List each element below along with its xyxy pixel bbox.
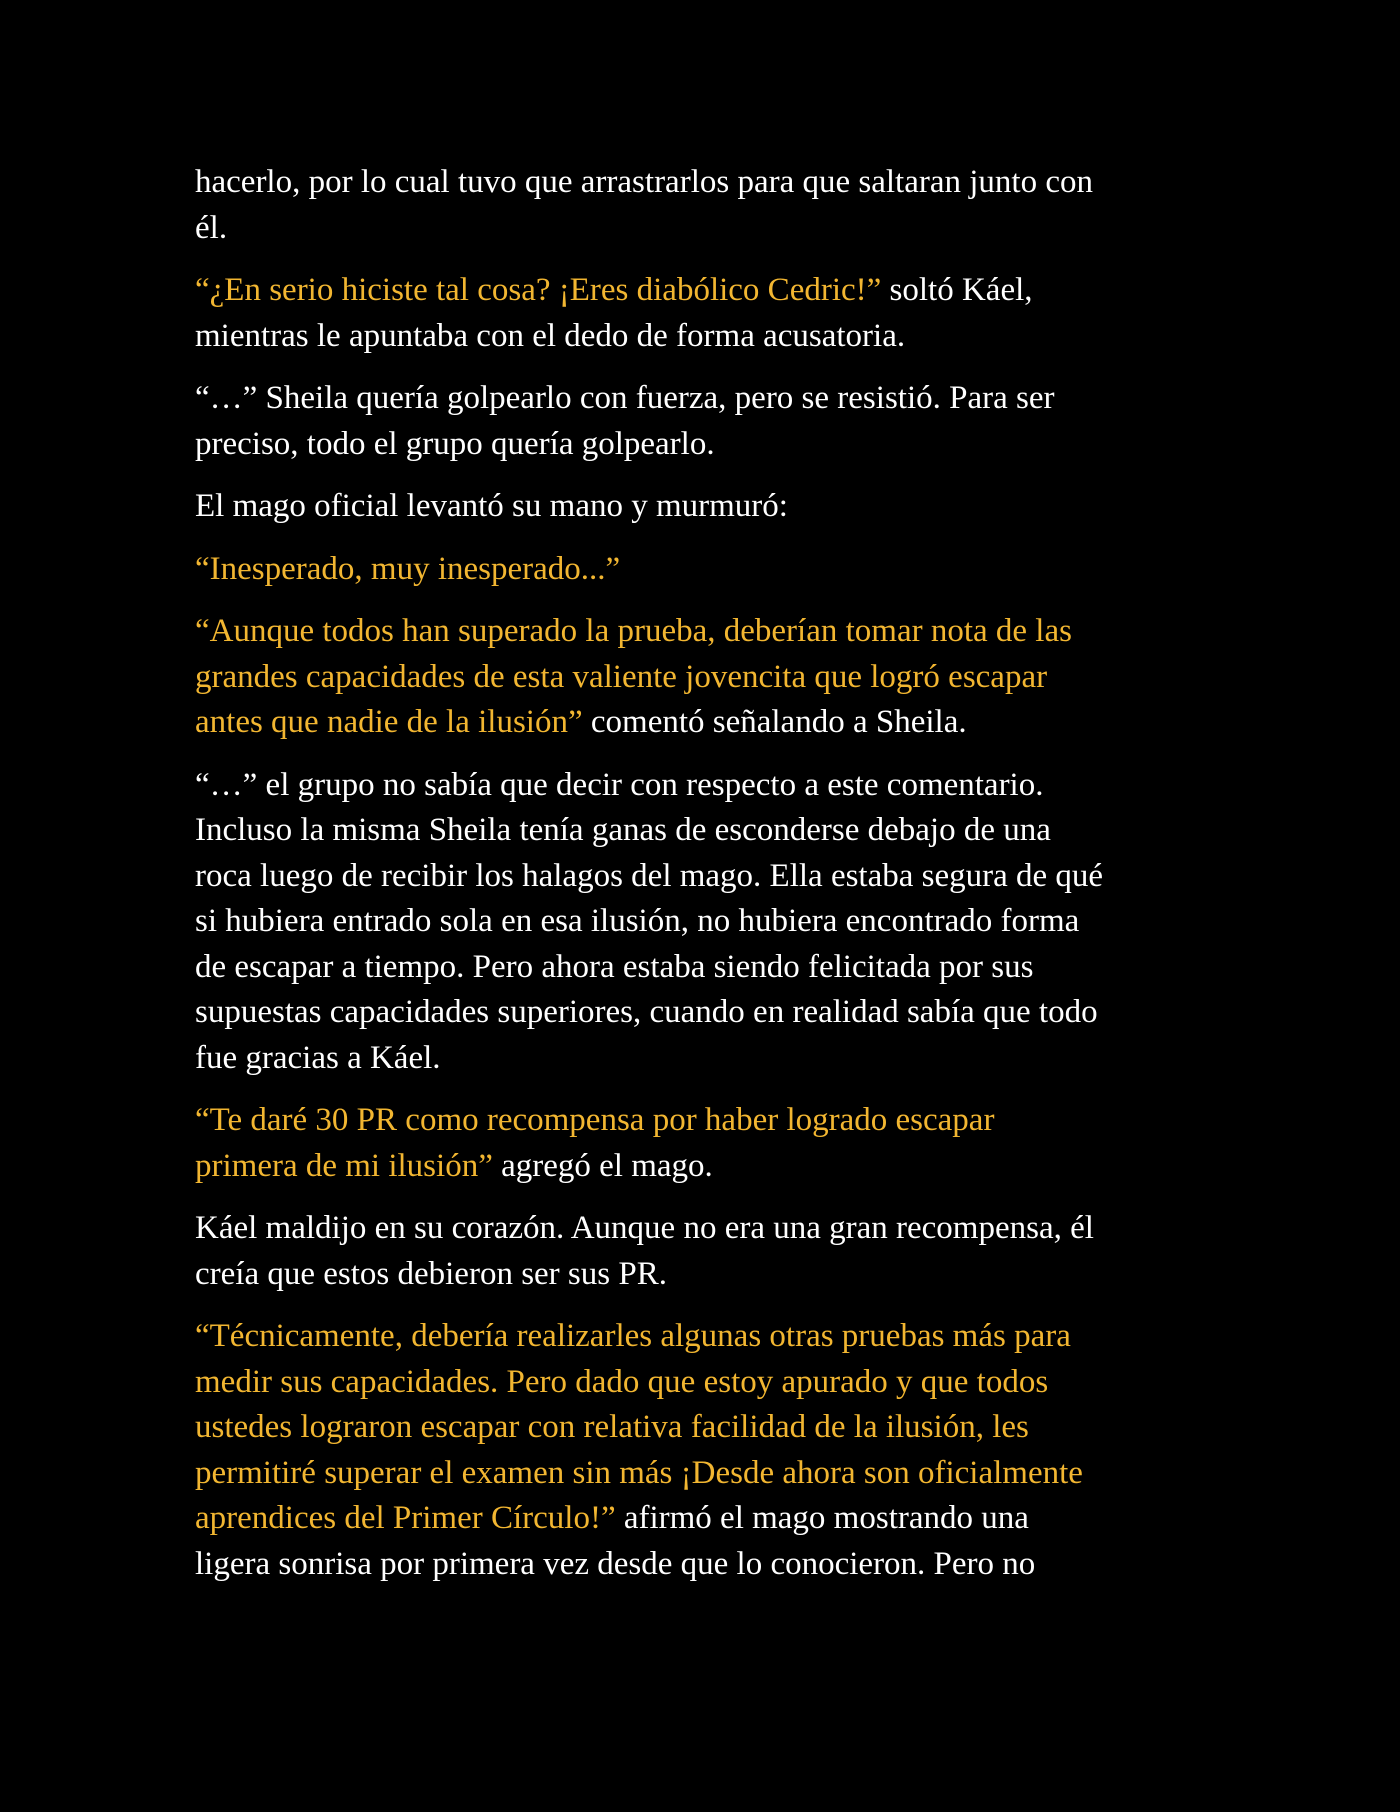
- dialogue-text: “Aunque todos han superado la prueba, deberían tomar nota de las: [195, 613, 1072, 649]
- text-line: [195, 1542, 1215, 1588]
- narration-text: ligera sonrisa por primera vez desde que lo conocieron. Pero no: [195, 1545, 1036, 1582]
- book-page-text: [195, 160, 1215, 1604]
- narration-text: Káel maldijo en su corazón. Aunque no era una gran recompensa, él: [195, 1210, 1094, 1246]
- paragraph: [195, 268, 1215, 359]
- text-line: [195, 655, 1215, 701]
- text-line: [195, 899, 1215, 945]
- paragraph: [195, 160, 1215, 251]
- text-line: [195, 1098, 1215, 1144]
- text-line: [195, 1451, 1215, 1497]
- text-line: [195, 484, 1215, 530]
- paragraph: [195, 484, 1215, 530]
- narration-text: de escapar a tiempo. Pero ahora estaba siendo felicitada por sus: [195, 948, 1034, 985]
- paragraph: [195, 1206, 1215, 1297]
- text-line: [195, 1206, 1215, 1252]
- narration-text: roca luego de recibir los halagos del mago. Ella estaba segura de qué: [195, 857, 1104, 894]
- dialogue-text: medir sus capacidades. Pero dado que estoy apurado y que todos: [195, 1363, 1049, 1400]
- narration-text: creía que estos debieron ser sus PR.: [195, 1255, 667, 1292]
- text-line: [195, 160, 1215, 206]
- dialogue-text: “Inesperado, muy inesperado...”: [195, 550, 621, 587]
- text-line: [195, 763, 1215, 809]
- narration-text: “…” Sheila quería golpearlo con fuerza, pero se resistió. Para ser: [195, 380, 1055, 416]
- text-line: [195, 422, 1215, 468]
- paragraph: [195, 547, 1215, 593]
- narration-text: Incluso la misma Sheila tenía ganas de esconderse debajo de una: [195, 812, 1051, 848]
- paragraph: [195, 1314, 1215, 1587]
- dialogue-text: primera de mi ilusión”: [195, 1147, 493, 1184]
- narration-text: él.: [195, 209, 228, 246]
- text-line: [195, 1144, 1215, 1190]
- text-line: [195, 990, 1215, 1036]
- dialogue-text: grandes capacidades de esta valiente jovencita que logró escapar: [195, 658, 1048, 695]
- text-line: [195, 808, 1215, 854]
- text-line: [195, 609, 1215, 655]
- narration-text: si hubiera entrado sola en esa ilusión, no hubiera encontrado forma: [195, 903, 1080, 939]
- dialogue-text: ustedes lograron escapar con relativa facilidad de la ilusión, les: [195, 1409, 1029, 1445]
- text-line: [195, 206, 1215, 252]
- text-line: [195, 1360, 1215, 1406]
- narration-text: hacerlo, por lo cual tuvo que arrastrarlos para que saltaran junto con: [195, 164, 1093, 200]
- dialogue-text: permitiré superar el examen sin más ¡Desde ahora son oficialmente: [195, 1454, 1083, 1491]
- narration-text: El mago oficial levantó su mano y murmuró:: [195, 488, 788, 524]
- narration-text: afirmó el mago mostrando una: [615, 1500, 1029, 1536]
- text-line: [195, 700, 1215, 746]
- text-line: [195, 1314, 1215, 1360]
- narration-text: mientras le apuntaba con el dedo de forma acusatoria.: [195, 317, 906, 354]
- text-line: [195, 1405, 1215, 1451]
- narration-text: preciso, todo el grupo quería golpearlo.: [195, 425, 715, 462]
- dialogue-text: aprendices del Primer Círculo!”: [195, 1500, 616, 1536]
- text-line: [195, 1252, 1215, 1298]
- narration-text: fue gracias a Káel.: [195, 1039, 441, 1076]
- paragraph: [195, 376, 1215, 467]
- text-line: [195, 945, 1215, 991]
- narration-text: agregó el mago.: [492, 1147, 713, 1184]
- text-line: [195, 854, 1215, 900]
- paragraph: [195, 609, 1215, 746]
- text-line: [195, 268, 1215, 314]
- dialogue-text: “¿En serio hiciste tal cosa? ¡Eres diabólico Cedric!”: [195, 272, 882, 308]
- paragraph: [195, 763, 1215, 1082]
- text-line: [195, 376, 1215, 422]
- text-line: [195, 1496, 1215, 1542]
- paragraph: [195, 1098, 1215, 1189]
- dialogue-text: antes que nadie de la ilusión”: [195, 704, 583, 740]
- text-line: [195, 547, 1215, 593]
- text-line: [195, 1036, 1215, 1082]
- narration-text: soltó Káel,: [881, 272, 1033, 308]
- narration-text: supuestas capacidades superiores, cuando en realidad sabía que todo: [195, 994, 1098, 1030]
- text-line: [195, 314, 1215, 360]
- narration-text: “…” el grupo no sabía que decir con respecto a este comentario.: [195, 766, 1044, 803]
- narration-text: comentó señalando a Sheila.: [582, 704, 967, 740]
- dialogue-text: “Técnicamente, debería realizarles algunas otras pruebas más para: [195, 1318, 1071, 1354]
- dialogue-text: “Te daré 30 PR como recompensa por haber logrado escapar: [195, 1102, 995, 1138]
